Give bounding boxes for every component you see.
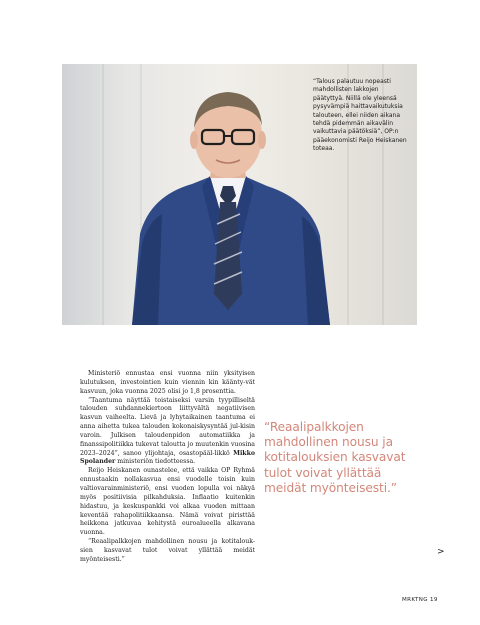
pull-quote: “Reaalipalkkojen mahdollinen nousu ja kotitalouksien kasvavat tulot voivat yllättää meidät myönteisesti.” <box>264 420 406 495</box>
paragraph-2-end: ministeriön tiedotteessa. <box>117 458 196 466</box>
body-column <box>80 370 255 565</box>
paragraph-1: Ministeriö ennustaa ensi vuonna niin yksityisen kulutuksen, investointien kuin viennin kin käänty-vät kasvuun, joka vuonna 2025 olisi jo 1,8 prosenttia. <box>80 370 255 395</box>
person-name: Mikko Spolander <box>80 449 255 466</box>
paragraph-3: Reijo Heiskanen ounastelee, että vaikka OP Ryhmä ennustaakin nollakasvua ensi vuodelle toisin kuin valtiovarainministeriö, ensi vuoden lopulla voi näkyä myös positiivisia pilkahduksia. Inflaatio kuitenkin hidastuu, ja keskuspankki voi alkaa vuoden mittaan keventää rahapolitiikkaansa. Nämä voivat piristtää heikkona jatkuvaa kehitystä euroalueella alkavana vuonna. <box>80 467 255 537</box>
page-folio: MRKTNG 19 <box>402 597 438 603</box>
photo-caption: “Talous palautuu nopeasti mahdollisten lakkojen päätyttyä. Niillä ole yleensä pysyvämpiä haittavaikutuksia talouteen, ellei niiden aikana tehdä pidemmän aikavälin vaikuttavia päätöksiä”, OP:n pääekonomisti Reijo Heiskanen toteaa. <box>313 78 407 153</box>
paragraph-2-text: “Taantuma näyttää toistaiseksi varsin tyypilliseltä talouden suhdannekiertoon liittyvältä negatiivisen kasvun vaiheelta. Lievä ja lyhytaikainen taantuma ei anna aihetta tukea talouden kokonaiskysyntää jul-kisin varoin. Julkisen taloudenpidon automatiikka ja finanssipolitiikka tukevat taloutta jo muutenkin vuosina 2023–2024”, sanoo ylijohtaja, osastopääl-likkö <box>80 396 255 457</box>
next-page-arrow[interactable]: > <box>437 547 445 557</box>
paragraph-2 <box>80 397 255 468</box>
paragraph-4: “Reaalipalkkojen mahdollinen nousu ja kotitalouk-sien kasvavat tulot voivat yllättää meidät myönteisesti.” <box>80 538 255 563</box>
